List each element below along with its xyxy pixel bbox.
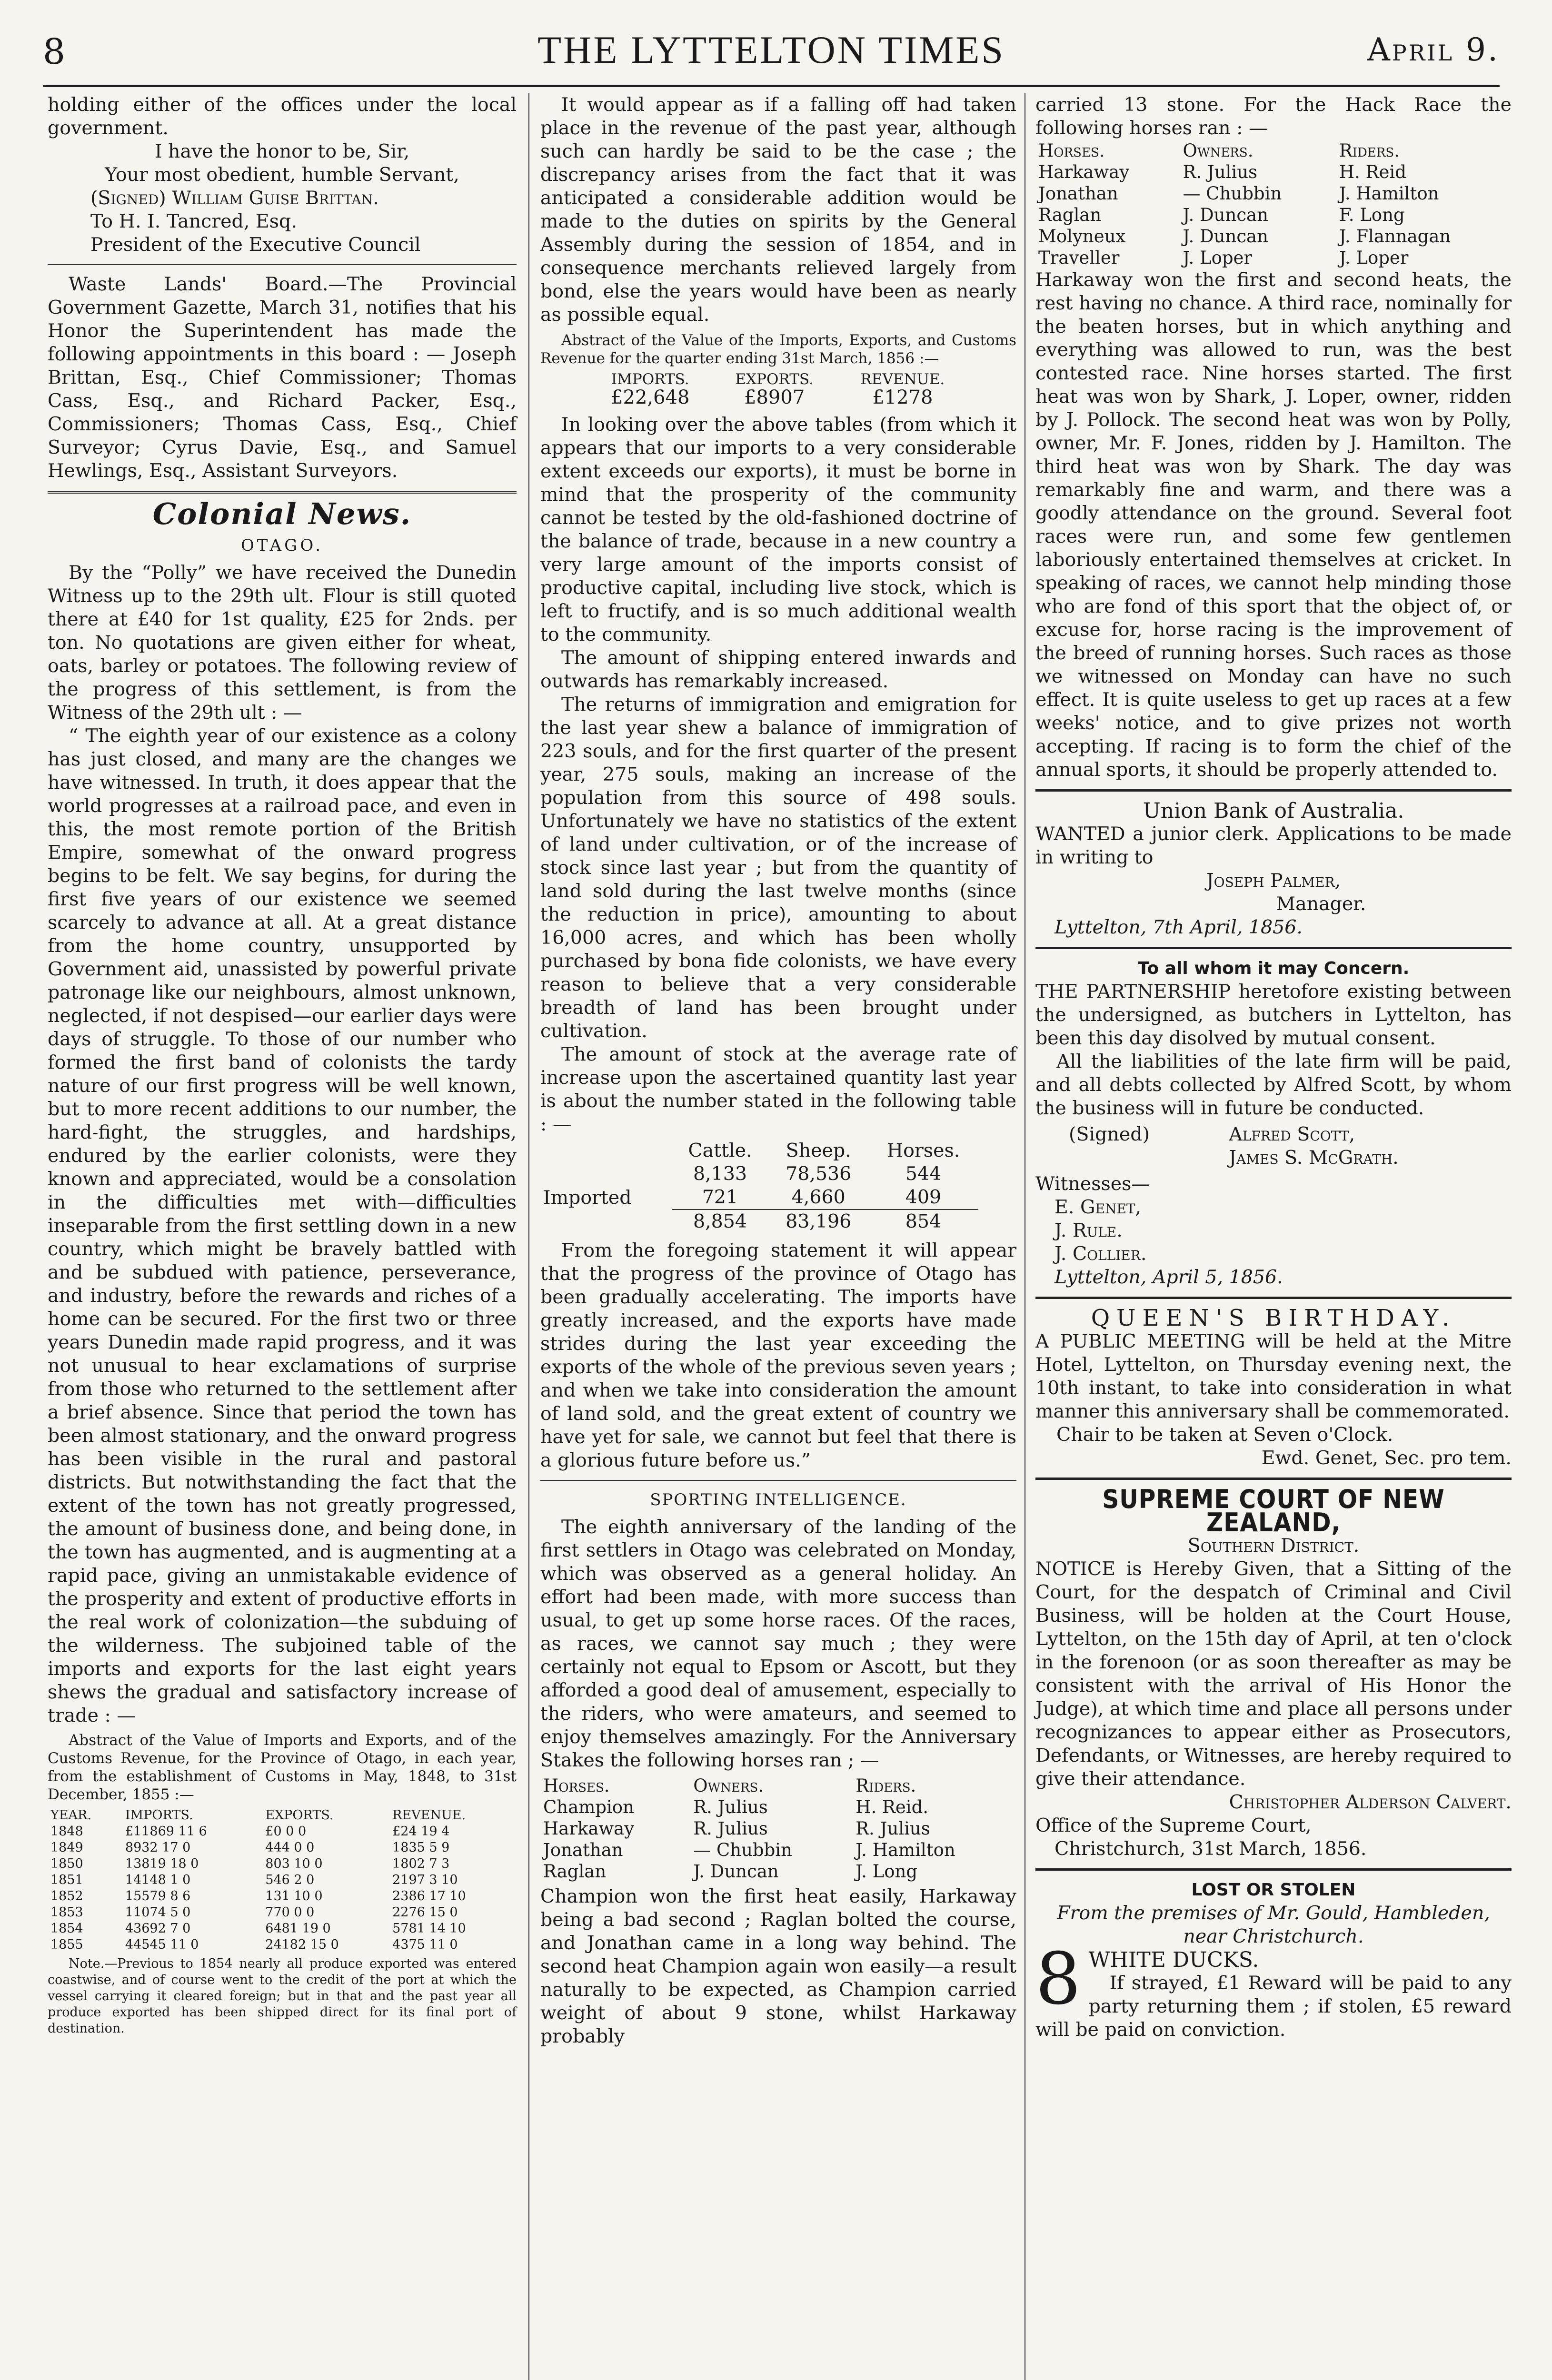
masthead [43, 28, 1500, 87]
letter-closing: holding either of the offices under the local government. [48, 94, 517, 139]
column-rule-1 [528, 93, 529, 2380]
column-1 [48, 93, 517, 2037]
page-number: 8 [43, 31, 66, 72]
divider [1035, 1478, 1512, 1480]
table-row: Harkaway R. Julius R. Julius [543, 1818, 930, 1839]
table-header: YEAR. [50, 1808, 91, 1823]
table-row: 1851 14148 1 0 546 2 0 2197 3 10 [50, 1873, 458, 1887]
table-header: Horses. [543, 1775, 610, 1796]
table-row: Champion R. Julius H. Reid. [543, 1797, 929, 1817]
race-table-2 [1035, 140, 1512, 268]
divider [1035, 1297, 1512, 1299]
ad-lost-stolen [1035, 1878, 1512, 2042]
ad-name: Joseph Palmer, [1206, 870, 1341, 892]
waste-lands-notice: Waste Lands' Board.—The Provincial Government Gazette, March 31, notifies that his Honor the Superintendent has made the following appointments in this board : — Joseph Brittan, Esq., Chief Commissioner; Thomas Cass, Esq., and Richard Packer, Esq., Commissioners; Thomas Cass, Esq., Chief Surveyor; Cyrus Davie, Esq., and Samuel Hewlings, Esq., Assistant Surveyors. [48, 273, 517, 482]
article-paragraph: The returns of immigration and emigration for the last year shew a balance of immigration of 223 souls, and for the first quarter of the present year, 275 souls, making an increase of the population from this source of 498 souls. Unfortunately we have no statistics of the extent of land under cultivation, or of the increase of stock since last year ; but from the quantity of land sold during the last twelve months (since the reduction in price), amounting to about 16,000 acres, and which has been wholly purchased by bona fide colonists, we have every reason to believe that a very considerable breadth of land has been brought under cultivation. [540, 694, 1016, 1042]
table-header: Horses. [886, 1140, 960, 1161]
letter-addressee: To H. I. Tancred, Esq. [90, 210, 297, 232]
table-header: REVENUE. [392, 1808, 466, 1823]
subheading-otago: OTAGO. [240, 536, 324, 555]
race-table-1 [540, 1775, 1016, 1882]
ad-chair: Chair to be taken at Seven o'Clock. [1056, 1424, 1393, 1446]
ad-signature: (Signed) Alfred Scott, James S. McGrath. [1069, 1123, 1399, 1169]
article-paragraph: It would appear as if a falling off had taken place in the revenue of the past year, although such can hardly be said to be the case ; the discrepancy arises from the fact that it was anticipated a considerable addition would be made to the duties on spirits by the General Assembly during the session of 1854, and in consequence merchants relieved largely from bond, else the years would have been as nearly as possible equal. [540, 94, 1016, 326]
table-row: Jonathan — Chubbin J. Hamilton [543, 1840, 955, 1860]
table-row: 1854 43692 7 0 6481 19 0 5781 14 10 [50, 1921, 466, 1936]
article-paragraph: Harkaway won the first and second heats, the rest having no chance. A third race, nominally for the beaten horses, but in which anything and everything was allowed to run, was the best contested race. Nine horses started. The first heat was won by Shark, J. Loper, owner, ridden by J. Pollock. The second heat was won by Polly, owner, Mr. F. Jones, ridden by J. Hamilton. The third heat was won by Shark. The day was remarkably fine and warm, and there was a goodly attendance on the ground. Several foot races were run, and some few gentlemen laboriously entertained themselves at cricket. In speaking of races, we cannot help minding those who are fond of this sport that the object of, or excuse for, horse racing is the improvement of the breed of running horses. Such races as those we witnessed on Monday can have no such effect. It is quite useless to get up races at a few weeks' notice, and to give prizes not worth accepting. If racing is to form the chief of the annual sports, it should be properly attended to. [1035, 269, 1512, 781]
divider [540, 1480, 1016, 1481]
table-header: REVENUE. [860, 371, 945, 388]
table-header: EXPORTS. [265, 1808, 334, 1823]
table-row: 1852 15579 8 6 131 10 0 2386 17 10 [50, 1889, 466, 1904]
table-row: Raglan J. Duncan J. Long [543, 1861, 918, 1882]
letter-signature: (Signed) William Guise Brittan. [90, 187, 379, 209]
table-row: Jonathan — Chubbin J. Hamilton [1038, 183, 1439, 204]
table-header: EXPORTS. [735, 371, 814, 388]
ad-head: WHITE DUCKS. [1088, 1948, 1259, 1972]
ad-body: All the liabilities of the late firm will be paid, and all debts collected by Alfred Scott, by whom the business will in future be conducted. [1035, 1051, 1512, 1119]
table-header: Owners. [1183, 140, 1254, 161]
table-note: Note.—Previous to 1854 nearly all produce exported was entered coastwise, and of course went to the credit of the port at which the vessel carrying it cleared foreign; but in that and the past year all produce exported has been shipped direct for its final port of destination. [48, 1956, 517, 2036]
article-paragraph: “ The eighth year of our existence as a colony has just closed, and many are the changes we have witnessed. In truth, it does appear that the world progresses at a railroad pace, and even in this, the most remote portion of the British Empire, somewhat of the onward progress begins to be felt. We say begins, for during the first five years of our existence we seemed scarcely to advance at all. At a great distance from the home country, unsupported by Government aid, unassisted by powerful private patronage like our neighbours, almost unknown, neglected, if not despised—our earlier days were days of struggle. To those of our number who formed the first band of colonists the tardy nature of our first progress will be well known, but to more recent additions to our number, the hard-fight, the struggles, and hardships, endured by the earlier colonists, were they known and appreciated, would be a consolation in the difficulties met with—difficulties inseparable from the first settling down in a new country, which might be bravely battled with and be subdued with patience, perseverance, and industry, before the rewards and riches of a home can be secured. For the first two or three years Dunedin made rapid progress, and it was not unusual to hear exclamations of surprise from those who returned to the settlement after a brief absence. Since that period the town has been almost stationary, and the onward progress has been visible in the rural and pastoral districts. But notwithstanding the fact that the extent of the town has not greatly progressed, the amount of business done, and being done, in the town has augmented, and is augmenting at a rapid pace, giving an unmistakable evidence of the prosperity and extent of productive efforts in the real work of colonization—the subduing of the wilderness. The subjoined table of the imports and exports for the last eight years shews the gradual and satisfactory increase of trade : — [48, 725, 517, 1726]
ad-title: QUEEN'S BIRTHDAY. [1091, 1305, 1456, 1331]
article-paragraph: carried 13 stone. For the Hack Race the following horses ran : — [1035, 94, 1512, 139]
table-row: Imported 721 4,660 409 [543, 1186, 942, 1209]
table-header: Owners. [693, 1775, 764, 1796]
ad-title: To all whom it may Concern. [1137, 959, 1410, 978]
ad-sign: Christopher Alderson Calvert. [1229, 1791, 1512, 1813]
table-row: 1849 8932 17 0 444 0 0 1835 5 9 [50, 1840, 450, 1855]
table-row: 1855 44545 11 0 24182 15 0 4375 11 0 [50, 1937, 458, 1952]
article-paragraph: By the “Polly” we have received the Dunedin Witness up to the 29th ult. Flour is still quoted there at £40 for 1st quality, £25 for 2nds. per ton. No quotations are given either for wheat, oats, barley or potatoes. The following review of the progress of this settlement, is from the Witness of the 29th ult : — [48, 562, 517, 724]
table-header: Riders. [1339, 140, 1400, 161]
table-row: 1848 £11869 11 6 £0 0 0 £24 19 4 [50, 1824, 450, 1839]
table-row: 8,133 78,536 544 [693, 1163, 942, 1185]
ad-date: Christchurch, 31st March, 1856. [1055, 1838, 1367, 1860]
table-row: 8,854 83,196 854 [693, 1210, 942, 1232]
subheading-sporting: SPORTING INTELLIGENCE. [650, 1490, 907, 1509]
table-header: IMPORTS. [125, 1808, 193, 1823]
column-3 [1035, 93, 1512, 2042]
table-header: IMPORTS. [611, 371, 689, 388]
divider [1035, 947, 1512, 949]
issue-date: April 9. [1367, 31, 1500, 68]
article-paragraph: In looking over the above tables (from which it appears that our imports to a very considerable extent exceeds our exports), it must be borne in mind that the prosperity of the community cannot be tested by the old-fashioned doctrine of the balance of trade, because in a new country a very large amount of the imports consist of productive capital, including live stock, which is left to fructify, and is so much additional wealth to the community. [540, 414, 1016, 645]
divider [1035, 789, 1512, 792]
table-row: 1850 13819 18 0 803 10 0 1802 7 3 [50, 1856, 450, 1871]
witnesses-label: Witnesses— [1035, 1173, 1150, 1195]
witness: E. Genet, [1055, 1196, 1142, 1218]
table-header: Sheep. [786, 1140, 851, 1161]
table-header: Riders. [856, 1775, 916, 1796]
witness: J. Rule. [1055, 1220, 1123, 1241]
ad-date: Lyttelton, 7th April, 1856. [1055, 916, 1303, 938]
ad-union-bank [1035, 799, 1512, 939]
ad-subtitle: Southern District. [1187, 1535, 1360, 1557]
divider [1035, 1868, 1512, 1871]
table-row: Raglan J. Duncan F. Long [1038, 205, 1405, 225]
quarter-table [588, 370, 969, 407]
trade-table [48, 1807, 517, 1953]
ad-sign: Ewd. Genet, Sec. pro tem. [1261, 1447, 1512, 1469]
article-paragraph: The eighth anniversary of the landing of the first settlers in Otago was celebrated on Monday, which was observed as a general holiday. An effort had been made, with more success than usual, to get up some horse races. Of the races, as races, we cannot say much ; they were certainly not equal to Epsom or Ascott, but they afforded a good deal of amusement, especially to the riders, who were amateurs, and seemed to enjoy themselves amazingly. For the Anniversary Stakes the following horses ran ; — [540, 1516, 1016, 1771]
divider [48, 264, 517, 265]
ad-supreme-court [1035, 1484, 1512, 1861]
ad-body: WANTED a junior clerk. Applications to be made in writing to [1035, 823, 1512, 868]
ad-numeral: 8 [1035, 1938, 1081, 2021]
ad-title: LOST OR STOLEN [1191, 1880, 1356, 1900]
table-row: Harkaway R. Julius H. Reid [1038, 162, 1406, 182]
ad-title: Union Bank of Australia. [1143, 799, 1404, 823]
ad-body: THE PARTNERSHIP heretofore existing between the undersigned, as butchers in Lyttelton, has been this day disolved by mutual consent. [1035, 981, 1512, 1049]
ad-queens-birthday [1035, 1307, 1512, 1470]
letter-servant: Your most obedient, humble Servant, [105, 164, 459, 186]
table-row: Traveller J. Loper J. Loper [1038, 248, 1409, 268]
ad-from: From the premises of Mr. Gould, Hambleden, near Christchurch. [1057, 1902, 1490, 1947]
ad-role: Manager. [1276, 893, 1366, 915]
table-header: Horses. [1038, 140, 1105, 161]
divider [48, 491, 517, 494]
stock-table [540, 1139, 978, 1233]
table-row: Molyneux J. Duncan J. Flannagan [1038, 226, 1451, 247]
table-row: £22,648 £8907 £1278 [611, 387, 933, 408]
abstract-title: Abstract of the Value of Imports and Exports, and of the Customs Revenue, for the Province of Otago, in each year, from the establishment of Customs in May, 1848, to 31st December, 1855 :— [48, 1732, 517, 1803]
ad-partnership [1035, 957, 1512, 1289]
article-paragraph: The amount of stock at the average rate of increase upon the ascertained quantity last year is about the number stated in the following table : — [540, 1043, 1016, 1135]
letter-salutation: I have the honor to be, Sir, [154, 140, 410, 162]
article-paragraph: From the foregoing statement it will appear that the progress of the province of Otago has been gradually accelerating. The imports have greatly increased, and the exports have made strides during the last year exceeding the exports of the whole of the previous seven years ; and when we take into consideration the amount of land sold, and the great extent of country we have yet for sale, we cannot but feel that there is a glorious future before us.” [540, 1240, 1016, 1471]
ad-body: NOTICE is Hereby Given, that a Sitting of the Court, for the despatch of Criminal and Civil Business, will be holden at the Court House, Lyttelton, on the 15th day of April, at ten o'clock in the forenoon (or as soon thereafter as may be consistent with the arrival of His Honor the Judge), at which time and place all persons under recognizances to appear either as Prosecutors, Defendants, or Witnesses, are hereby required to give their attendance. [1035, 1558, 1512, 1790]
article-paragraph: Champion won the first heat easily, Harkaway being a bad second ; Raglan bolted the course, and Jonathan came in a long way behind. The second heat Champion again won easily—a result naturally to be expected, as Champion carried weight of about 9 stone, whilst Harkaway probably [540, 1885, 1016, 2047]
ad-title: SUPREME COURT OF NEW ZEALAND, [1102, 1484, 1445, 1537]
article-paragraph: The amount of shipping entered inwards and outwards has remarkably increased. [540, 647, 1016, 692]
ad-office: Office of the Supreme Court, [1035, 1815, 1312, 1836]
newspaper-title: THE LYTTELTON TIMES [537, 28, 1005, 71]
abstract-title: Abstract of the Value of the Imports, Exports, and Customs Revenue for the quarter ending 31st March, 1856 :— [540, 332, 1016, 367]
table-row: 1853 11074 5 0 770 0 0 2276 15 0 [50, 1905, 458, 1920]
table-header: Cattle. [688, 1140, 752, 1161]
ad-body: If strayed, £1 Reward will be paid to any party returning them ; if stolen, £5 reward will be paid on conviction. [1035, 1972, 1512, 2041]
column-2 [540, 93, 1016, 2048]
ad-date: Lyttelton, April 5, 1856. [1055, 1266, 1283, 1288]
section-title: Colonial News. [152, 496, 412, 531]
witness: J. Collier. [1055, 1243, 1147, 1265]
letter-addressee-title: President of the Executive Council [90, 234, 421, 256]
ad-body: A PUBLIC MEETING will be held at the Mitre Hotel, Lyttelton, on Thursday evening next, the 10th instant, to take into consideration in what manner this anniversary shall be commemorated. [1035, 1330, 1512, 1422]
